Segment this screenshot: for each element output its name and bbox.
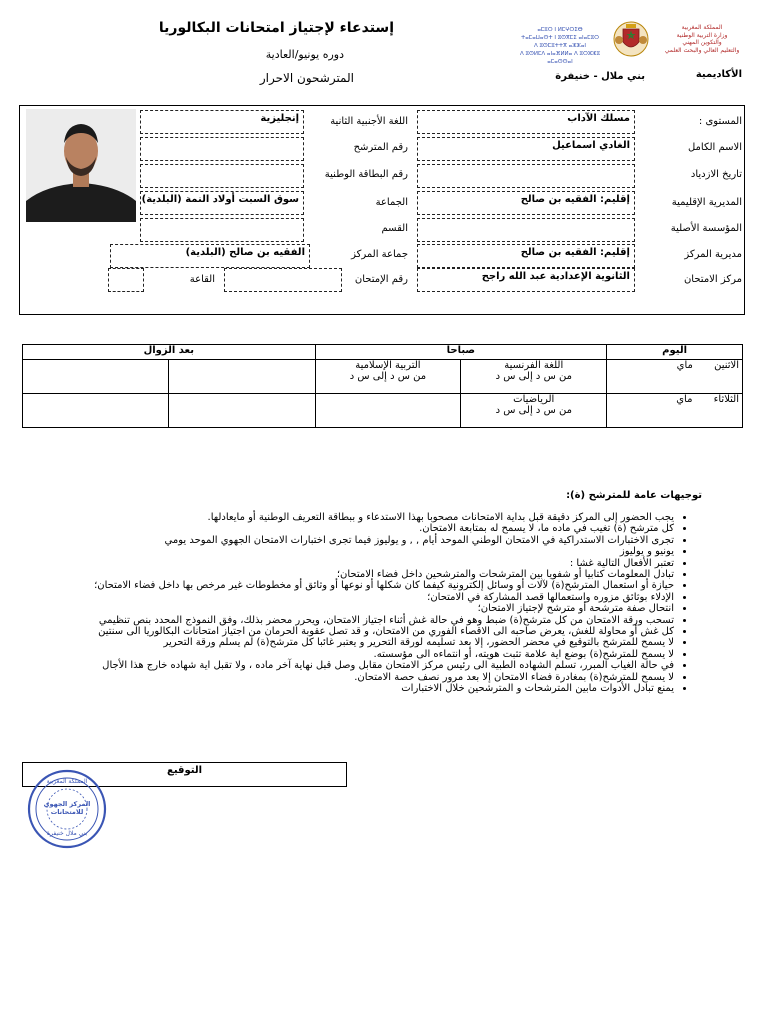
center-commune-field	[110, 244, 310, 268]
instruction-item: • لا يسمح للمترشح بالتوقيع في محضر الحضور، إلا بعد تسليمه لورقة التحرير و يعتبر غائبا كل مترشح(ة) لم يسلم ورقة التحرير	[34, 637, 674, 648]
ministry-block	[652, 24, 752, 54]
foreign-lang-label: اللغة الأجنبية الثانية	[330, 116, 408, 127]
day-header: اليوم	[607, 345, 743, 360]
afternoon-header: بعد الزوال	[23, 345, 316, 360]
day2-afternoon-slot-1	[168, 394, 315, 428]
room-label: القاعة	[189, 274, 215, 285]
instruction-item: • تسحب ورقة الامتحان من كل مترشح(ة) ضبط وهو في حالة غش أثناء اجتياز الامتحان، ويحرر محضر بذلك، وفق النموذج المحدد بنص تنظيمي	[34, 615, 674, 626]
stamp-middle-text: المركز الجهوي للامتحانات	[43, 800, 91, 816]
exam-session: دوره يونيو/العادية	[265, 48, 344, 61]
day1-morning-slot-1	[461, 360, 607, 394]
id-card-label: رقم البطاقة الوطنية	[324, 169, 408, 180]
fullname-label: الاسم الكامل	[687, 142, 742, 153]
candidate-type: المترشحون الاحرار	[259, 71, 354, 85]
ministry-line-1: المملكة المغربية	[681, 24, 723, 31]
instruction-item: • يونيو و يوليوز	[34, 546, 674, 557]
tifinagh-line-2: ⵜⴰⵎⴰⵡⴰⵙⵜ ⵏ ⵓⵙⴳⵎⵉ ⴰⵏⴰⵎⵓⵔ	[521, 35, 599, 41]
day2-subject1: الرياضيات	[513, 394, 555, 405]
signature-label: التوقيع	[167, 765, 202, 776]
exam-center-field	[417, 268, 635, 292]
candidate-number-field	[140, 137, 304, 161]
day2-cell	[607, 394, 743, 428]
day1-subject1: اللغة الفرنسية	[504, 360, 564, 371]
day2-month: ماي	[676, 394, 693, 405]
day1-afternoon-slot-2	[23, 360, 169, 394]
section-field	[140, 218, 304, 242]
day2-morning-slot-2	[315, 394, 461, 428]
foreign-lang-field	[140, 110, 304, 134]
instruction-item: • يمنع تبادل الأدوات مابين المترشحات و المترشحين خلال الاختبارات	[34, 683, 674, 694]
tifinagh-line-1: ⴰⵎⵓⵔ ⵏ ⵍⵎⵖⵔⵉⴱ	[537, 27, 583, 33]
instruction-item: • الإدلاء بوثائق مزوره واستعمالها قصد المشاركة في الامتحان؛	[34, 592, 674, 603]
day1-subject2: التربية الإسلامية	[355, 360, 421, 371]
exam-center-label: مركز الامتحان	[683, 274, 742, 285]
commune-value: سوق السبت أولاد النمة (البلدية)	[141, 194, 299, 205]
birthdate-field	[417, 164, 635, 188]
ministry-line-4: والتعليم العالي والبحث العلمي	[664, 46, 740, 54]
instructions-title: توجيهات عامة للمترشح (ة):	[566, 490, 702, 501]
exam-schedule-table	[22, 344, 743, 428]
center-commune-label: جماعة المركز	[351, 249, 408, 260]
directorate-field	[417, 191, 635, 215]
academy-label: الأكاديمية	[695, 69, 742, 80]
stamp-top-text: المملكة المغربية	[46, 778, 88, 785]
instruction-item: • تجرى الاختبارات الاستدراكية في الامتحان الوطني الموحد أيام , , و يوليوز فيما تجرى اختبارات الامتحان الجهوي الموحد يومي	[34, 535, 674, 546]
id-card-field	[140, 164, 304, 188]
instruction-item: • كل مترشح (ة) تغيب في ماده ما، لا يسمح له بمتابعة الامتحان.	[34, 523, 674, 534]
tifinagh-line-4: ⴷ ⵓⵙⵍⵎⴷ ⴰⵏⴰⴼⵍⵍⴰ ⴷ ⵓⵔⵣⵣⵓ ⴰⵎⴰⵙⵙⴰⵏ	[519, 51, 600, 65]
official-stamp	[26, 768, 108, 850]
section-label: القسم	[381, 223, 408, 234]
level-field	[417, 110, 635, 134]
exam-number-label: رقم الإمتحان	[354, 274, 408, 285]
origin-school-field	[417, 218, 635, 242]
instruction-item: • تبادل المعلومات كتابيا أو شفويا بين المترشحات والمترشحين داخل فضاء الامتحان؛	[34, 569, 674, 580]
level-label: المستوى :	[698, 116, 742, 127]
birthdate-label: تاريخ الازدياد	[690, 169, 742, 180]
instruction-item: • حيازة أو استعمال المترشح(ة) لآلات أو وسائل إلكترونية كيفما كان شكلها أو نوعها أو وثائق أو مخطوطات غير مرخص بها داخل فضاء الامتحان؛	[34, 580, 674, 591]
day1-afternoon-slot-1	[168, 360, 315, 394]
center-directorate-label: مديرية المركز	[684, 249, 742, 260]
coat-of-arms-icon	[612, 20, 650, 58]
room-field	[108, 268, 144, 292]
center-directorate-value: إقليم: الفقيه بن صالح	[520, 247, 630, 258]
day1-cell	[607, 360, 743, 394]
day1-morning-slot-2	[315, 360, 461, 394]
stamp-bottom-text: بني ملال خنيفرة	[46, 830, 88, 837]
center-commune-value: الفقيه بن صالح (البلدية)	[185, 247, 305, 258]
commune-label: الجماعة	[375, 197, 408, 208]
day1-subject2-time: من س د إلى س د	[349, 371, 427, 382]
instruction-item: • في حالة الغياب المبرر، تسلم الشهاده الطبية الى رئيس مركز الامتحان مقابل وصل قبل نهاية آخر ماده ، ولا تقبل اية شهاده خارج هذا الأجال	[34, 660, 674, 671]
origin-school-label: المؤسسة الأصلية	[670, 223, 742, 234]
document-title: إستدعاء لإجتياز امتحانات البكالوريا	[158, 20, 394, 36]
schedule-row-day2	[23, 394, 743, 428]
candidate-photo	[26, 109, 136, 222]
day2-subject1-time: من س د إلى س د	[495, 405, 572, 416]
fullname-value: الغادي اسماعيل	[552, 140, 630, 151]
instruction-item: • كل غش أو محاولة للغش، يعرض صاحبه الى الاقصاء الفوري من الامتحان، و قد تصل عقوبة الحرمان من اجتياز امتحانات البكالوريا الى سنتين	[34, 626, 674, 637]
exam-number-field	[224, 268, 342, 292]
directorate-value: إقليم: الفقيه بن صالح	[520, 194, 630, 205]
instruction-item: • انتحال صفة مترشحة أو مترشح لإجتياز الامتحان؛	[34, 603, 674, 614]
instruction-item: • يجب الحضور إلى المركز دقيقة قبل بداية الامتحانات مصحوبا بهذا الاستدعاء و ببطاقة التعريف الوطنية أو مايعادلها.	[34, 512, 674, 523]
day2-name: الثلاثاء	[713, 394, 739, 405]
tifinagh-block	[510, 26, 610, 66]
level-value: مسلك الآداب	[567, 113, 630, 124]
day1-month: ماي	[676, 360, 693, 371]
instruction-item: • لا يسمح للمترشح(ة) بوضع اية علامة تثبت هويته، أو انتماءه الى مؤسسته.	[34, 649, 674, 660]
day1-name: الاثنين	[714, 360, 739, 371]
commune-field	[140, 191, 304, 215]
instructions-list	[34, 512, 688, 695]
day2-morning-slot-1	[461, 394, 607, 428]
day1-subject1-time: من س د إلى س د	[495, 371, 572, 382]
exam-center-value: الثانوية الإعدادية عبد الله راجح	[481, 271, 630, 282]
center-directorate-field	[417, 244, 635, 268]
day2-afternoon-slot-2	[23, 394, 169, 428]
candidate-number-label: رقم المترشح	[353, 142, 408, 153]
instruction-item: • لا يسمح للمترشح(ة) بمغادرة فضاء الامتحان إلا بعد مرور نصف حصة الامتحان.	[34, 672, 674, 683]
directorate-label: المديرية الإقليمية	[671, 197, 742, 208]
instruction-item: • تعتبر الأفعال التالية غشا :	[34, 558, 674, 569]
schedule-row-day1	[23, 360, 743, 394]
ministry-line-3: والتكوين المهني	[682, 39, 722, 46]
schedule-header-row	[23, 345, 743, 360]
foreign-lang-value: إنجليزية	[260, 113, 299, 124]
tifinagh-line-3: ⴷ ⵓⵙⵎⵓⵜⵜⴳ ⴰⵣⵣⴰⵏ	[533, 43, 587, 49]
ministry-line-2: وزارة التربية الوطنية	[676, 31, 728, 39]
academy-value: بني ملال - خنيفرة	[555, 71, 645, 82]
fullname-field	[417, 137, 635, 161]
morning-header: صباحا	[315, 345, 607, 360]
